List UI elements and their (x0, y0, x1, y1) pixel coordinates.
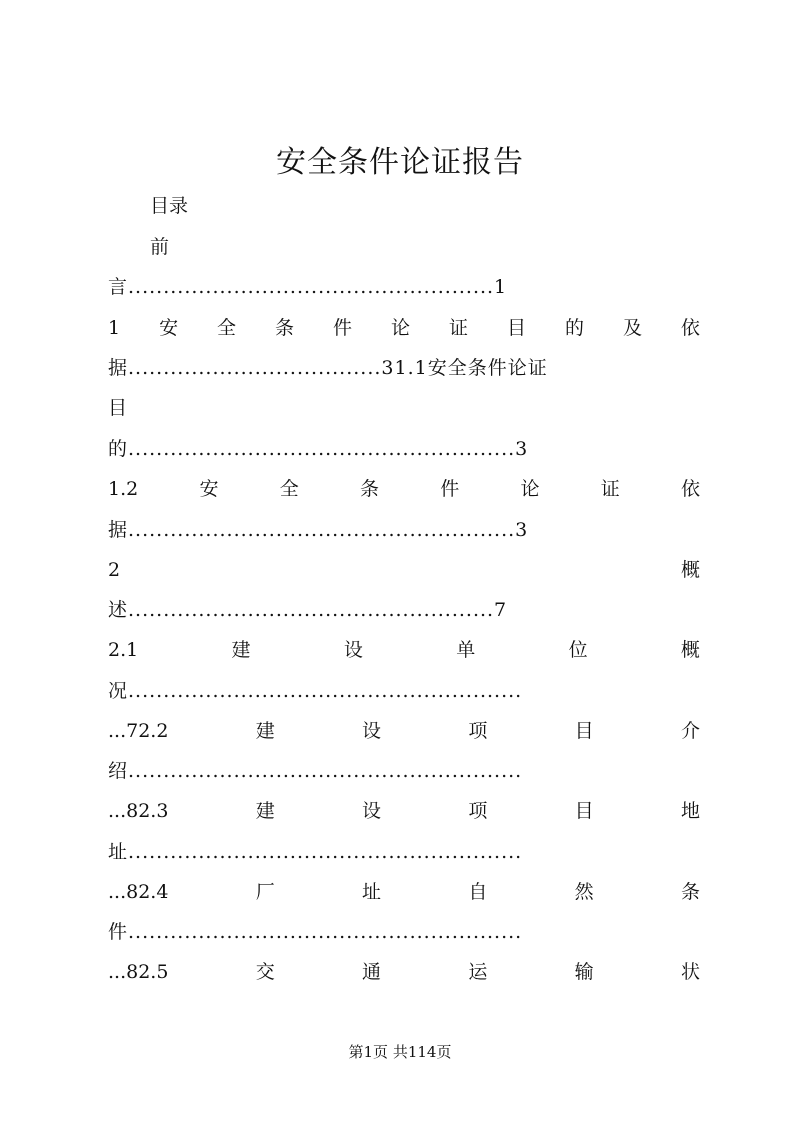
toc-text: 设 (362, 720, 382, 742)
toc-text: 状 (680, 961, 700, 983)
toc-text: 的 (564, 317, 584, 339)
toc-line: 目 (108, 397, 128, 419)
toc-line: 据....................................31.1安全条件论证 (108, 357, 548, 379)
toc-line-justified (108, 711, 700, 751)
toc-line-justified (108, 308, 700, 348)
toc-line-justified (108, 469, 700, 509)
toc-text: 证 (448, 317, 468, 339)
toc-text: 设 (343, 639, 363, 661)
toc-line: 址........................................................ (108, 841, 523, 863)
toc-text: 通 (362, 961, 382, 983)
toc-line-justified (108, 791, 700, 831)
toc-text: 单 (456, 639, 476, 661)
toc-text: 建 (255, 800, 275, 822)
toc-text: 条 (359, 478, 379, 500)
toc-line: 的.......................................................3 (108, 438, 529, 460)
toc-line: 绍........................................................ (108, 760, 523, 782)
toc-text: 论 (391, 317, 411, 339)
toc-text: 址 (362, 881, 382, 903)
toc-text: ...82.4 (108, 881, 169, 903)
toc-text: 运 (468, 961, 488, 983)
toc-text: 交 (255, 961, 275, 983)
toc-text: 厂 (255, 881, 275, 903)
toc-text: 全 (217, 317, 237, 339)
document-title: 安全条件论证报告 (276, 145, 524, 180)
toc-text: 论 (520, 478, 540, 500)
toc-line-justified (108, 872, 700, 912)
toc-line: 况........................................................ (108, 680, 523, 702)
toc-text: 全 (279, 478, 299, 500)
toc-text: 设 (362, 800, 382, 822)
toc-text: 1.2 (108, 478, 139, 500)
toc-text: 项 (468, 800, 488, 822)
toc-text: 件 (440, 478, 460, 500)
toc-line: 件........................................................ (108, 921, 523, 943)
toc-text: 概 (680, 559, 700, 581)
toc-line: 据.......................................................3 (108, 519, 529, 541)
toc-text: ...72.2 (108, 720, 169, 742)
toc-text: 介 (680, 720, 700, 742)
toc-text: 目 (574, 720, 594, 742)
toc-line-justified (108, 952, 700, 992)
toc-text: 概 (680, 639, 700, 661)
toc-text: 证 (600, 478, 620, 500)
toc-text: 安 (159, 317, 179, 339)
toc-line: 述....................................................7 (108, 599, 508, 621)
page-footer: 第1页 共114页 (348, 1043, 452, 1061)
toc-text: 输 (574, 961, 594, 983)
toc-text: ...82.5 (108, 961, 169, 983)
toc-text: 2 (108, 559, 121, 581)
toc-text: 条 (680, 881, 700, 903)
toc-line-justified (108, 550, 700, 590)
toc-text: 2.1 (108, 639, 139, 661)
toc-text: 位 (568, 639, 588, 661)
toc-line: 前 (150, 236, 170, 258)
toc-heading: 目录 (150, 195, 189, 217)
toc-line: 言....................................................1 (108, 276, 508, 298)
toc-text: 目 (574, 800, 594, 822)
toc-text: 建 (255, 720, 275, 742)
toc-text: 目 (506, 317, 526, 339)
toc-text: 建 (231, 639, 251, 661)
toc-text: 条 (275, 317, 295, 339)
toc-text: 安 (199, 478, 219, 500)
toc-text: 项 (468, 720, 488, 742)
toc-text: 地 (680, 800, 700, 822)
toc-text: 依 (680, 317, 700, 339)
toc-text: ...82.3 (108, 800, 169, 822)
toc-text: 及 (622, 317, 642, 339)
toc-text: 然 (574, 881, 594, 903)
toc-text: 件 (333, 317, 353, 339)
toc-line-justified (108, 630, 700, 670)
toc-text: 自 (468, 881, 488, 903)
toc-text: 1 (108, 317, 121, 339)
toc-text: 依 (680, 478, 700, 500)
